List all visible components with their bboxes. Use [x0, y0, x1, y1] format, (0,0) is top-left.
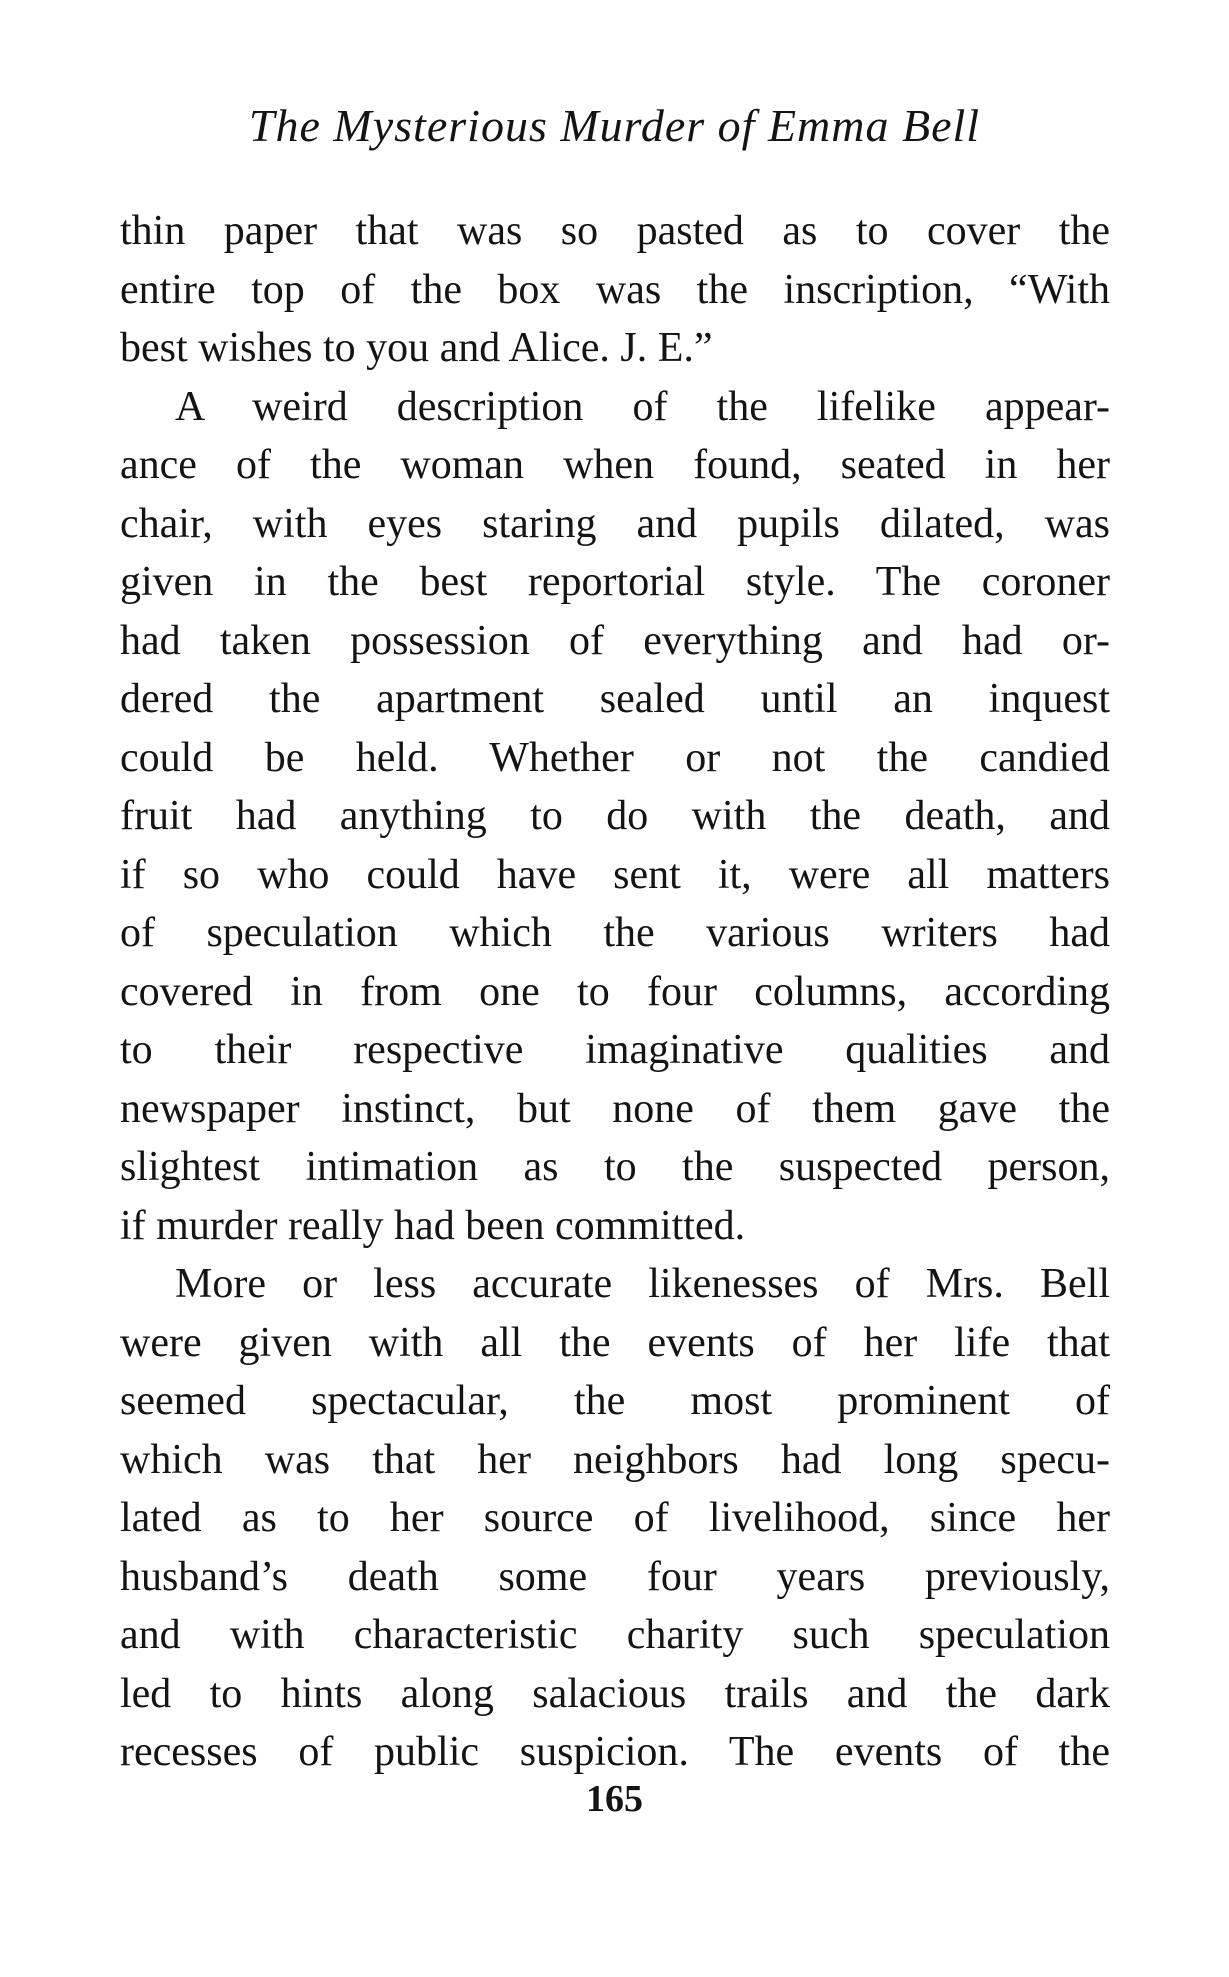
page-number: 165 — [586, 1778, 643, 1820]
text-line: recesses of public suspicion. The events of the — [120, 1729, 1110, 1775]
text-line: if so who could have sent it, were all matters — [120, 851, 1110, 898]
running-head-title: The Mysterious Murder of Emma Bell — [248, 100, 981, 151]
text-line: of speculation which the various writers had — [120, 910, 1110, 956]
text-line: newspaper instinct, but none of them gave the — [120, 1085, 1110, 1132]
text-line: slightest intimation as to the suspected person, — [120, 1144, 1110, 1190]
text-line: to their respective imaginative qualities and — [120, 1027, 1110, 1073]
text-line: were given with all the events of her life that — [120, 1319, 1110, 1366]
text-line: thin paper that was so pasted as to cover the — [120, 208, 1110, 254]
text-line: and with characteristic charity such speculation — [120, 1612, 1110, 1658]
text-line: if murder really had been committed. — [120, 1202, 746, 1249]
text-line: A weird description of the lifelike appear- — [175, 383, 1110, 430]
text-line: given in the best reportorial style. The coroner — [120, 559, 1110, 605]
text-line: fruit had anything to do with the death, and — [120, 793, 1110, 839]
text-line: best wishes to you and Alice. J. E.” — [120, 325, 713, 371]
text-line: could be held. Whether or not the candied — [120, 734, 1110, 781]
text-line: led to hints along salacious trails and the dark — [120, 1670, 1110, 1717]
body-text — [120, 202, 1110, 1782]
text-line: dered the apartment sealed until an inquest — [120, 676, 1110, 722]
text-line: lated as to her source of livelihood, since her — [120, 1495, 1110, 1541]
text-line: which was that her neighbors had long specu- — [120, 1436, 1110, 1483]
text-line: More or less accurate likenesses of Mrs. Bell — [175, 1261, 1110, 1307]
text-line: ance of the woman when found, seated in her — [120, 442, 1110, 488]
text-line: had taken possession of everything and had or- — [120, 617, 1110, 664]
text-line: entire top of the box was the inscription, “With — [120, 266, 1110, 313]
text-line: covered in from one to four columns, according — [120, 968, 1110, 1015]
text-line: husband’s death some four years previously, — [120, 1553, 1110, 1600]
text-line: seemed spectacular, the most prominent of — [120, 1378, 1110, 1424]
text-line: chair, with eyes staring and pupils dilated, was — [120, 500, 1110, 547]
